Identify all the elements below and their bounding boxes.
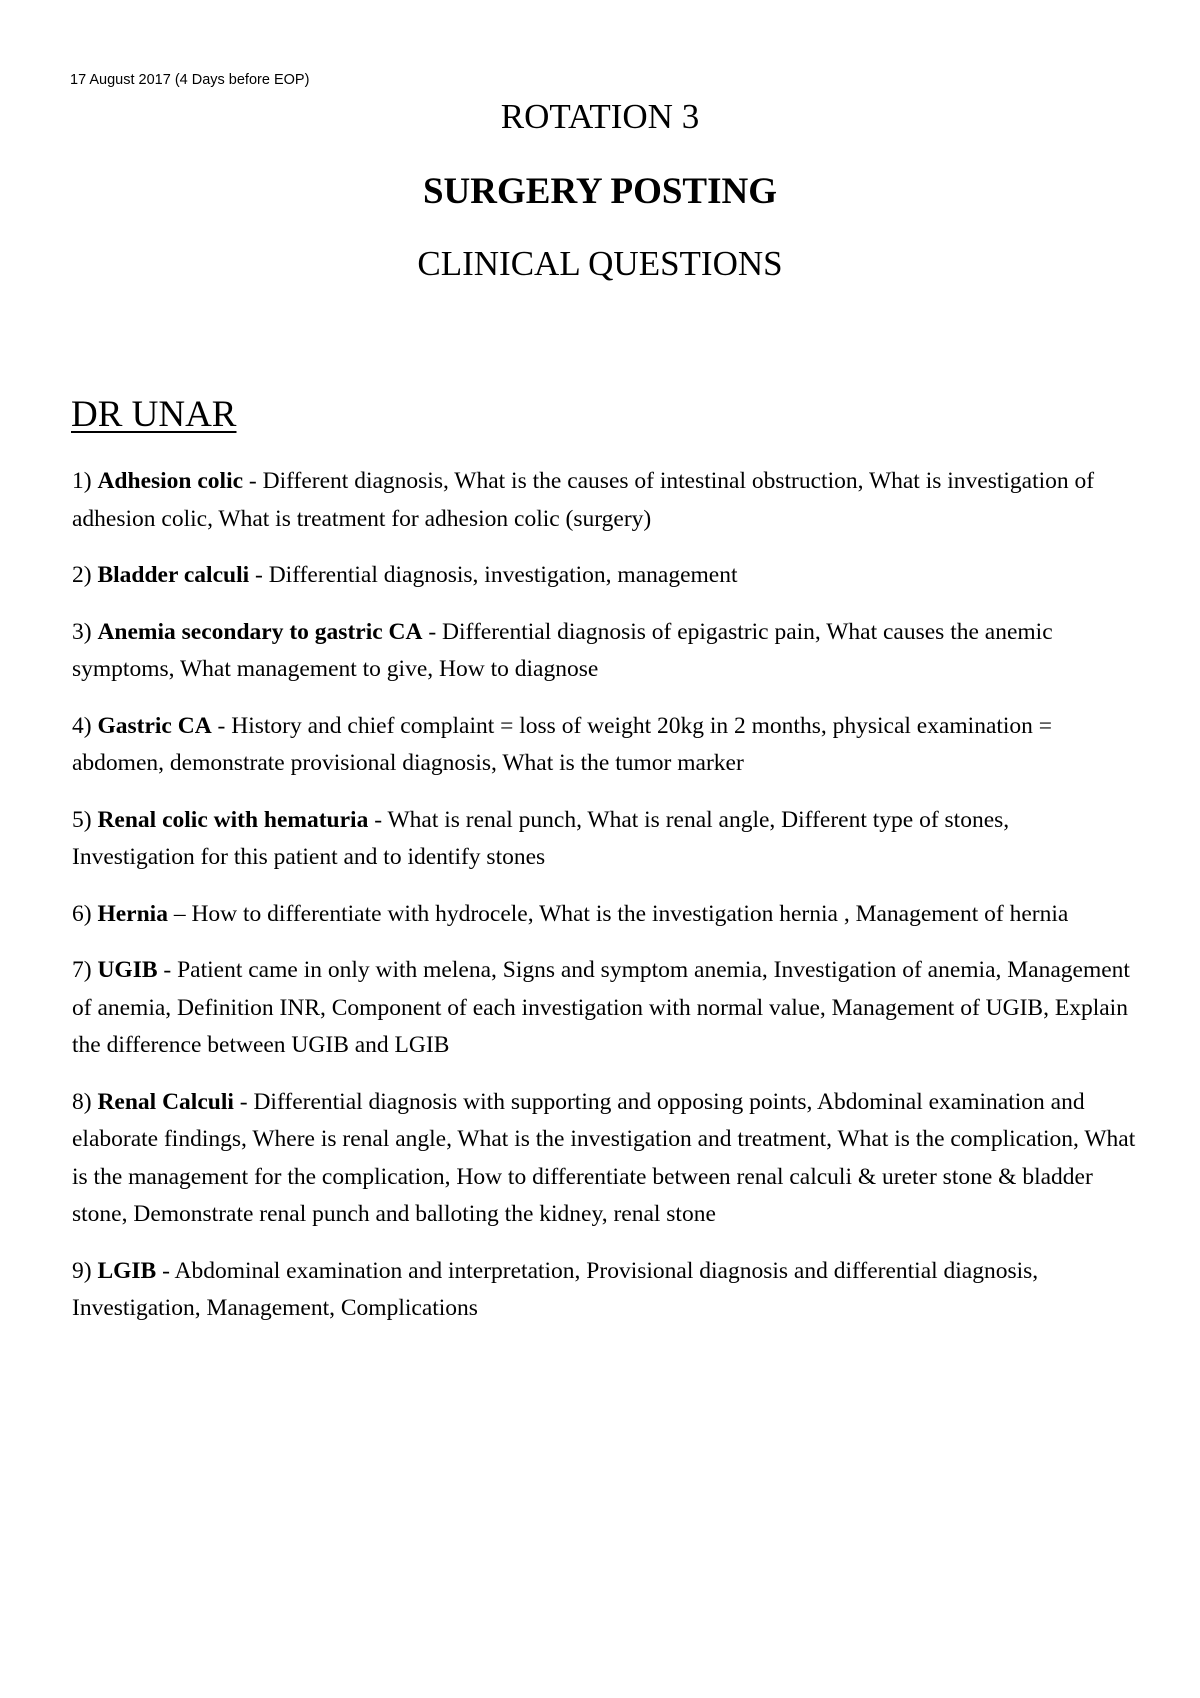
question-item <box>72 952 1137 1065</box>
question-details: - Patient came in only with melena, Signs and symptom anemia, Investigation of anemia, Management of anemia, Definition INR, Component of each investigation with normal value, Management of UGIB, Explain the difference between UGIB and LGIB <box>72 957 1130 1058</box>
question-topic: Gastric CA <box>97 712 212 739</box>
question-item <box>72 1084 1137 1234</box>
question-item <box>72 802 1137 877</box>
question-topic: Bladder calculi <box>97 562 250 588</box>
question-topic: Anemia secondary to gastric CA <box>97 618 423 645</box>
question-details: - What is renal punch, What is renal angle, Different type of stones, Investigation for this patient and to identify stones <box>72 806 1010 870</box>
questions-list <box>72 463 1137 1347</box>
title-rotation: ROTATION 3 <box>500 97 700 136</box>
section-heading-doctor: DR UNAR <box>71 394 237 435</box>
question-number: 1) <box>72 468 98 494</box>
question-item <box>72 557 1137 595</box>
question-details: - Differential diagnosis with supporting and opposing points, Abdominal examination and elaborate findings, Where is renal angle, What is the investigation and treatment, What is the complication, What is the management for the complication, How to differentiate between renal calculi & ureter stone & bladder stone, Demonstrate renal punch and balloting the kidney, renal stone <box>72 1088 1136 1227</box>
question-number: 2) <box>72 562 98 588</box>
question-details: - History and chief complaint = loss of weight 20kg in 2 months, physical examination = abdomen, demonstrate provisional diagnosis, What is the tumor marker <box>72 712 1053 776</box>
question-item <box>72 708 1137 783</box>
question-details: – How to differentiate with hydrocele, What is the investigation hernia , Management of hernia <box>167 900 1069 927</box>
question-details: - Different diagnosis, What is the causes of intestinal obstruction, What is investigation of adhesion colic, What is treatment for adhesion colic (surgery) <box>72 468 1095 532</box>
question-number: 9) <box>72 1257 98 1284</box>
question-topic: Hernia <box>97 900 168 927</box>
question-number: 6) <box>72 900 98 927</box>
date-note: 17 August 2017 (4 Days before EOP) <box>70 72 310 88</box>
question-topic: Renal Calculi <box>97 1088 234 1115</box>
question-item <box>72 1253 1137 1328</box>
question-number: 8) <box>72 1088 98 1115</box>
question-details: - Abdominal examination and interpretation, Provisional diagnosis and differential diagnosis, Investigation, Management, Complications <box>72 1257 1039 1321</box>
title-clinical-questions: CLINICAL QUESTIONS <box>417 244 783 283</box>
question-topic: Renal colic with hematuria <box>97 806 369 833</box>
question-topic: Adhesion colic <box>97 468 244 494</box>
question-topic: LGIB <box>97 1257 157 1284</box>
question-number: 5) <box>72 806 98 833</box>
question-number: 7) <box>72 957 98 983</box>
question-details: - Differential diagnosis, investigation, management <box>249 562 738 588</box>
question-item <box>72 896 1137 934</box>
question-topic: UGIB <box>97 957 158 983</box>
title-posting: SURGERY POSTING <box>422 171 778 212</box>
question-number: 4) <box>72 712 98 739</box>
question-item <box>72 463 1137 538</box>
question-number: 3) <box>72 618 98 645</box>
question-item <box>72 614 1137 689</box>
question-details: - Differential diagnosis of epigastric pain, What causes the anemic symptoms, What management to give, How to diagnose <box>72 618 1053 682</box>
